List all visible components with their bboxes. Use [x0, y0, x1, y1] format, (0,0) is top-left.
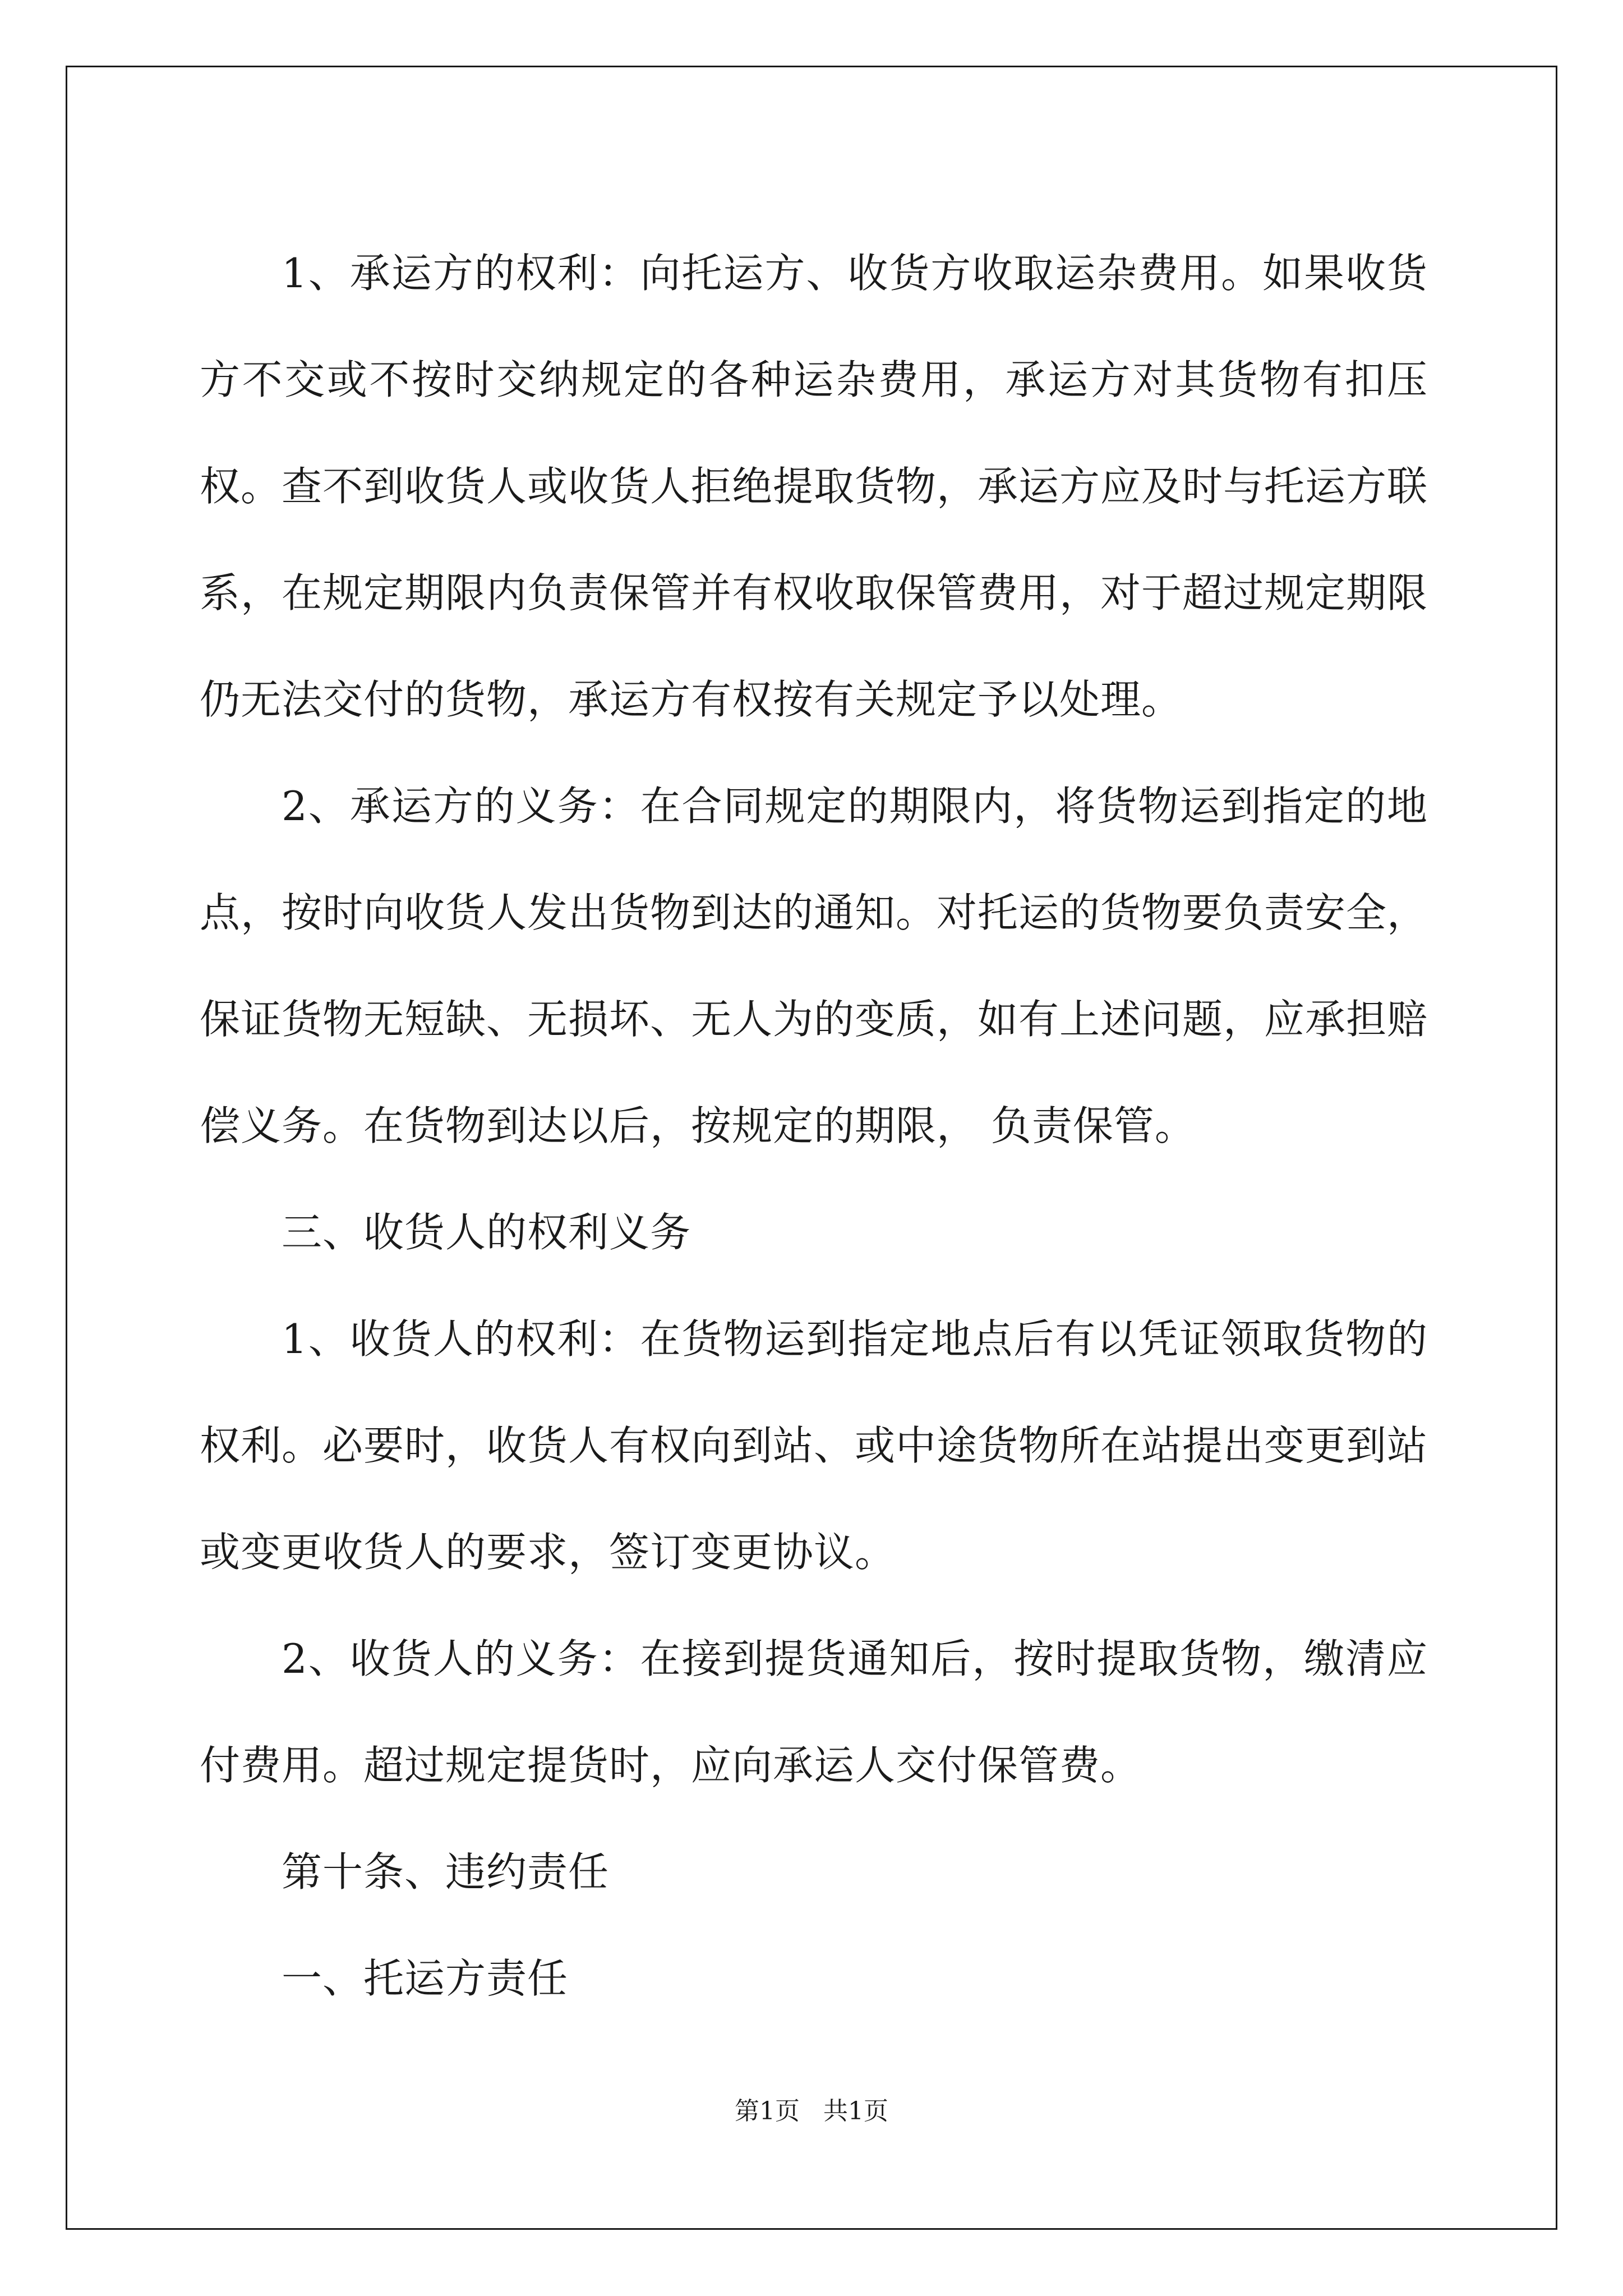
paragraph-carrier-rights: 1、承运方的权利：向托运方、收货方收取运杂费用。如果收货方不交或不按时交纳规定的各种运杂费用，承运方对其货物有扣压权。查不到收货人或收货人拒绝提取货物，承运方应及时与托运方联系，在规定期限内负责保管并有权收取保管费用，对于超过规定期限仍无法交付的货物，承运方有权按有关规定予以处理。 [200, 250, 1428, 723]
heading-consignee-rights-obligations: 三、收货人的权利义务 [282, 1209, 691, 1256]
heading-article-ten: 第十条、违约责任 [282, 1848, 610, 1895]
paragraph-consignee-obligations: 2、收货人的义务：在接到提货通知后，按时提取货物，缴清应付费用。超过规定提货时，应向承运人交付保管费。 [200, 1635, 1428, 1789]
heading-shipper-liability: 一、托运方责任 [282, 1955, 569, 2002]
paragraph-carrier-obligations: 2、承运方的义务：在合同规定的期限内，将货物运到指定的地点，按时向收货人发出货物到达的通知。对托运的货物要负责安全，保证货物无短缺、无损坏、无人为的变质，如有上述问题，应承担赔偿义务。在货物到达以后，按规定的期限， 负责保管。 [200, 783, 1428, 1149]
page-footer [0, 2095, 1623, 2128]
paragraph-consignee-rights: 1、收货人的权利：在货物运到指定地点后有以凭证领取货物的权利。必要时，收货人有权向到站、或中途货物所在站提出变更到站或变更收货人的要求，签订变更协议。 [200, 1315, 1428, 1576]
document-body [200, 220, 1428, 2032]
page-number: 第1页 [735, 2097, 800, 2125]
page-total: 共1页 [823, 2097, 888, 2125]
